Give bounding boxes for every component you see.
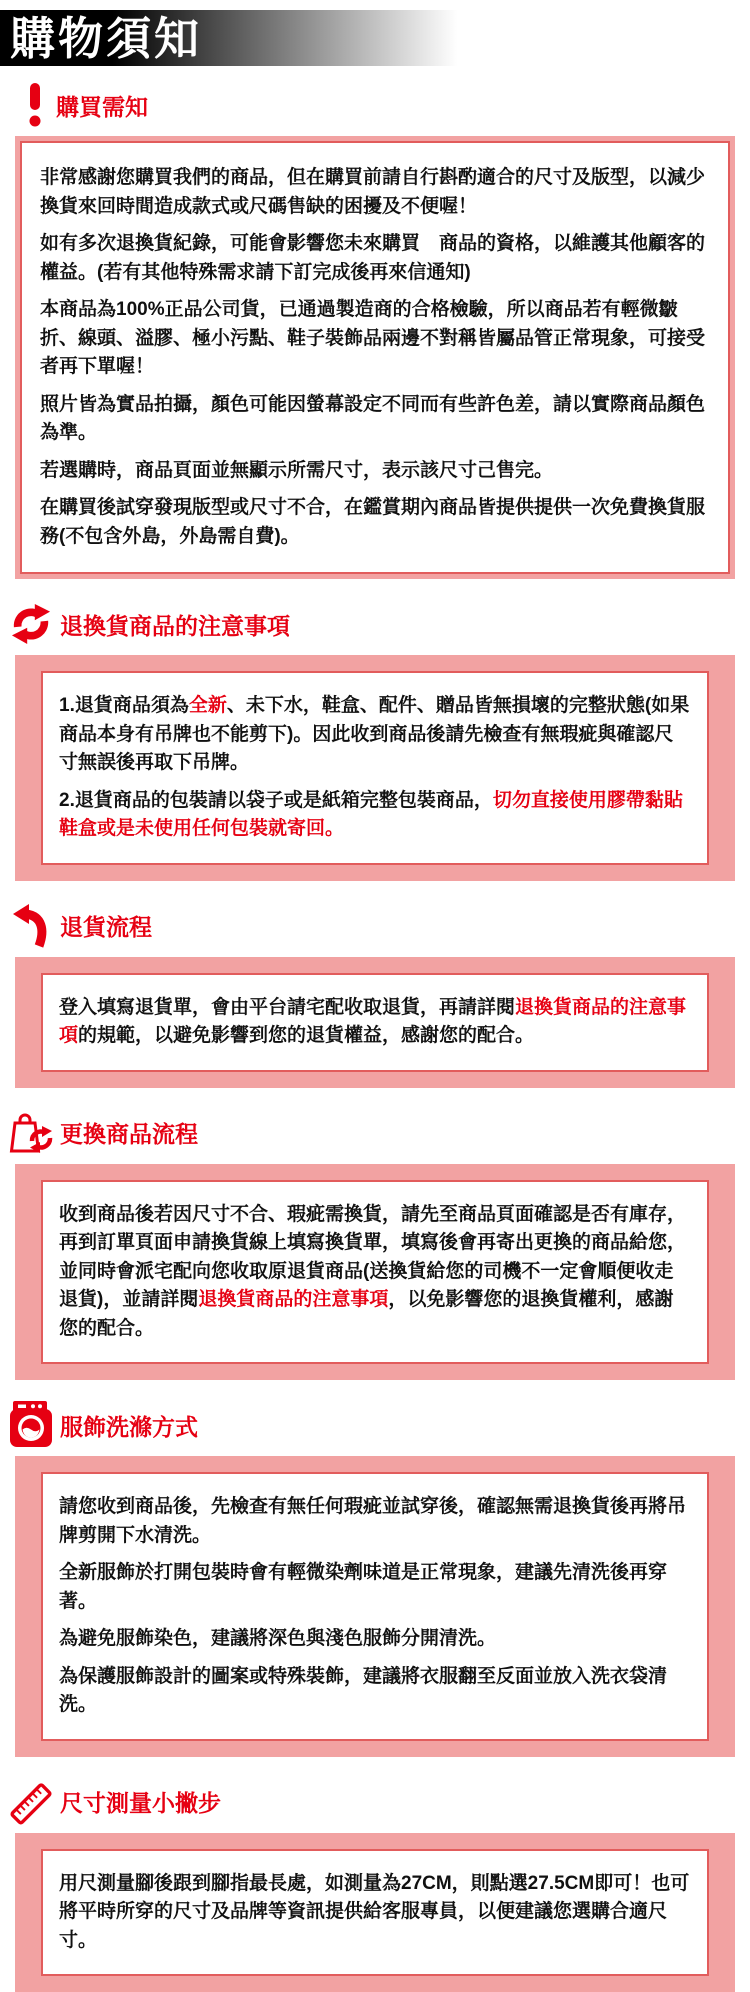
body-text: 用尺測量腳後跟到腳指最長處，如測量為27CM，則點選27.5CM即可！也可將平時所穿的尺寸及品牌等資訊提供給客服專員，以便建議您選購合適尺寸。 [59,1873,689,1951]
content-panel [15,1456,735,1757]
body-text: 收到商品後若因尺寸不合、瑕疵需換貨，請先至商品頁面確認是否有庫存，再到訂單頁面申請換貨線上填寫換貨單，填寫後會再寄出更換的商品給您，並同時會派宅配向您收取原退貨商品(送換貨給您的司機不一定會順便收走退貨)，並請詳閱 [59,1204,686,1311]
page-title: 購物須知 [10,16,202,61]
sections-container [0,82,750,1992]
body-text: ，以免影響您的退換貨權利，感謝您的配合。 [59,1289,673,1339]
body-text: 如有多次退換貨紀錄，可能會影響您未來購買 商品的資格，以維護其他顧客的權益。(若有其他特殊需求請下訂完成後再來信通知) [40,233,705,283]
body-text: 照片皆為實品拍攝，顏色可能因螢幕設定不同而有些許色差，請以實際商品顏色為準。 [40,394,705,444]
page-banner [0,10,750,66]
body-text: 登入填寫退貨單，會由平台請宅配收取退貨，再請詳閱 [59,997,515,1018]
paragraph [40,296,710,382]
paragraph [40,230,710,287]
section-title: 退貨流程 [60,909,152,942]
highlighted-text: 切勿直接使用膠帶黏貼鞋盒或是未使用任何包裝就寄回。 [59,790,683,840]
highlighted-text: 退換貨商品的注意事項 [59,997,686,1047]
body-text: 本商品為100%正品公司貨，已通過製造商的合格檢驗，所以商品若有輕微皺折、線頭、溢膠、極小污點、鞋子裝飾品兩邊不對稱皆屬品管正常現象，可接受者再下單喔！ [40,299,705,377]
paragraph [59,787,691,844]
section-2 [0,601,750,881]
body-text: 請您收到商品後，先檢查有無任何瑕疵並試穿後，確認無需退換貨後再將吊牌剪開下水清洗。 [59,1496,686,1546]
paragraph [40,391,710,448]
paragraph [59,1625,691,1654]
paragraph [59,1870,691,1956]
section-5 [0,1402,750,1757]
section-header [8,903,750,949]
section-header [8,1110,750,1156]
body-text: 、未下水，鞋盒、配件、贈品皆無損壞的完整狀態(如果商品本身有吊牌也不能剪下)。因此收到商品後請先檢查有無瑕疵與確認尺寸無誤後再取下吊牌。 [59,695,689,773]
section-title: 尺寸測量小撇步 [60,1785,221,1818]
section-header [8,1779,750,1825]
section-3 [0,903,750,1088]
return-arrow-icon [8,903,54,949]
recycle-icon [8,601,54,647]
paragraph [59,1201,691,1344]
paragraph [59,1663,691,1720]
washing-machine-icon [8,1402,54,1448]
body-text: 為避免服飾染色，建議將深色與淺色服飾分開清洗。 [59,1628,496,1649]
content-box [41,1180,709,1365]
section-header [20,82,750,128]
content-panel [15,136,735,579]
content-box [41,973,709,1072]
ruler-icon [8,1779,54,1825]
section-title: 購買需知 [56,89,148,122]
section-1 [0,82,750,579]
exclamation-icon [20,82,50,128]
body-text: 為保護服飾設計的圖案或特殊裝飾，建議將衣服翻至反面並放入洗衣袋清洗。 [59,1666,667,1716]
content-box [41,671,709,865]
content-box [41,1472,709,1741]
highlighted-text: 全新 [189,695,227,716]
body-text: 非常感謝您購買我們的商品，但在購買前請自行斟酌適合的尺寸及版型，以減少換貨來回時間造成款式或尺碼售缺的困擾及不便喔！ [40,167,705,217]
paragraph [40,494,710,551]
body-text: 2.退貨商品的包裝請以袋子或是紙箱完整包裝商品， [59,790,493,811]
content-panel [15,1833,735,1992]
section-4 [0,1110,750,1381]
body-text: 在購買後試穿發現版型或尺寸不合，在鑑賞期內商品皆提供提供一次免費換貨服務(不包含外島，外島需自費)。 [40,497,705,547]
section-header [8,1402,750,1448]
section-header [8,601,750,647]
body-text: 全新服飾於打開包裝時會有輕微染劑味道是正常現象，建議先清洗後再穿著。 [59,1562,667,1612]
paragraph [59,692,691,778]
body-text: 的規範，以避免影響到您的退貨權益，感謝您的配合。 [78,1025,534,1046]
content-box [20,141,730,574]
highlighted-text: 退換貨商品的注意事項 [198,1289,388,1310]
content-panel [15,655,735,881]
body-text: 1.退貨商品須為 [59,695,189,716]
content-panel [15,1164,735,1381]
section-title: 退換貨商品的注意事項 [60,608,290,641]
paragraph [59,994,691,1051]
section-title: 服飾洗滌方式 [60,1409,198,1442]
paragraph [59,1493,691,1550]
section-title: 更換商品流程 [60,1116,198,1149]
exchange-bag-icon [8,1110,54,1156]
section-6 [0,1779,750,1992]
content-box [41,1849,709,1977]
paragraph [59,1559,691,1616]
body-text: 若選購時，商品頁面並無顯示所需尺寸，表示該尺寸己售完。 [40,460,553,481]
content-panel [15,957,735,1088]
paragraph [40,164,710,221]
paragraph [40,457,710,486]
